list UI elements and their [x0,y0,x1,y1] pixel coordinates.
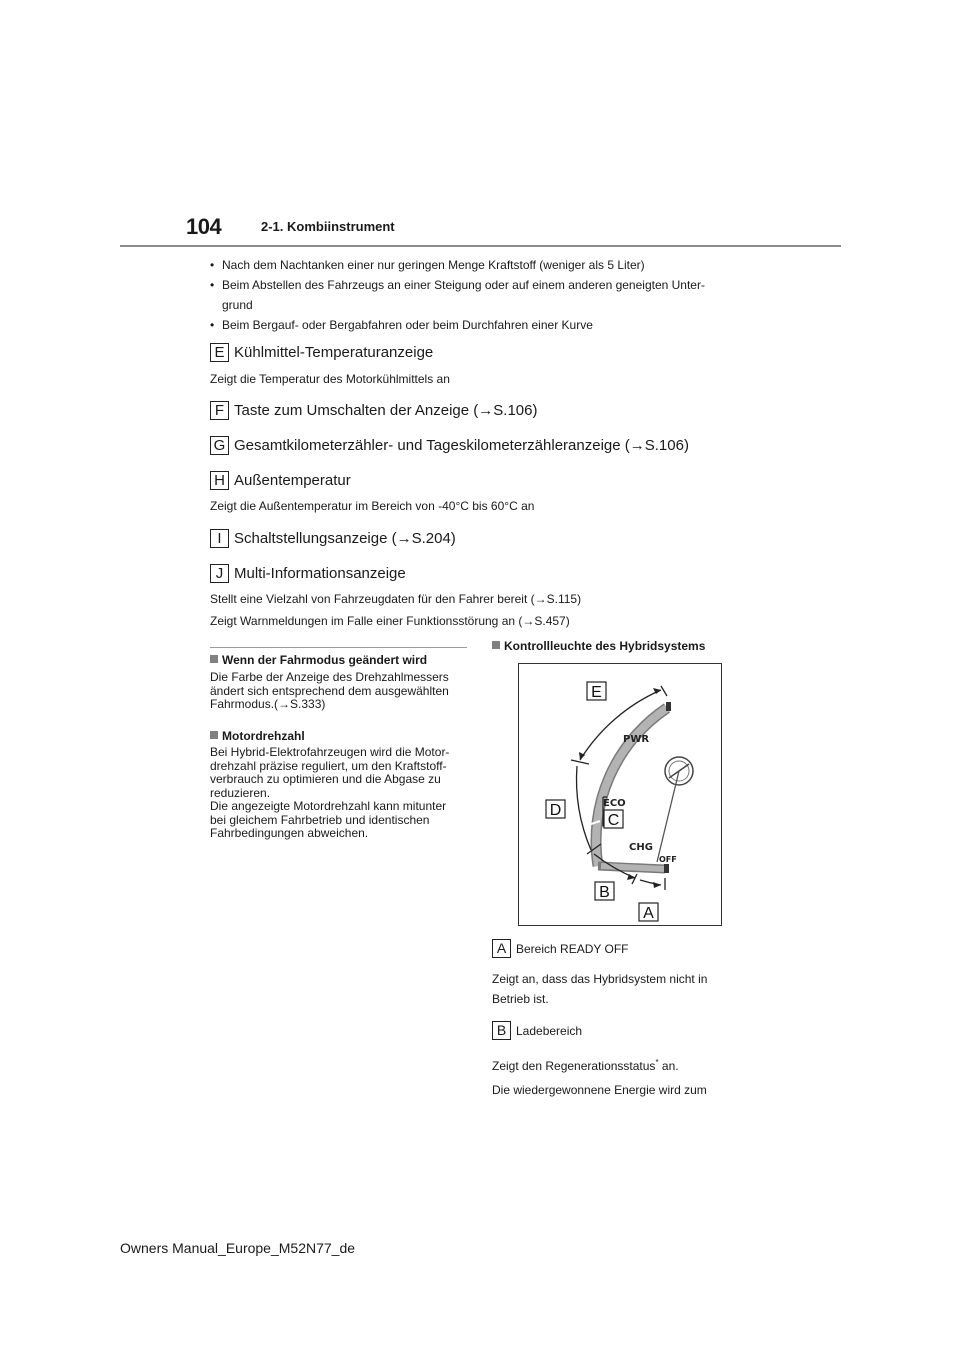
letter-badge-a: A [492,939,511,958]
item-i-label: Schaltstellungsanzeige (→S.204) [234,529,456,547]
left-column-divider [210,647,467,648]
bullet-item: • Beim Bergauf- oder Bergabfahren oder beim Durchfahren einer Kurve [210,315,810,335]
letter-badge-f: F [210,401,229,420]
item-i [210,528,456,548]
zone-b-description: Zeigt den Regenerationsstatus* an. Die wiedergewonnene Energie wird zum [492,1058,707,1097]
item-j-description-1: Stellt eine Vielzahl von Fahrzeugdaten für den Fahrer bereit (→S.115) [210,592,582,606]
zone-label-off: OFF [659,855,677,864]
callout-d: D [549,802,562,819]
item-j-description-2: Zeigt Warnmeldungen im Falle einer Funktionsstörung an (→S.457) [210,614,570,628]
section-title: 2-1. Kombiinstrument [261,219,395,234]
range-arc-d [577,766,591,850]
motordrehzahl-paragraph: Bei Hybrid-Elektrofahrzeugen wird die Motor- drehzahl präzise reguliert, um den Kraftstoff- verbrauch zu optimieren und die Abgase zu reduzieren. Die angezeigte Motordrehzahl kann mitunter bei gleichem Fahrbetrieb und identischen Fahrbedingungen abweichen. [210,745,450,840]
hybrid-indicator-heading: Kontrollleuchte des Hybridsystems [492,639,705,653]
hybrid-indicator-figure [518,663,722,926]
square-bullet-icon [492,641,500,649]
square-bullet-icon [210,655,218,663]
item-j-label: Multi-Informationsanzeige [234,564,406,582]
bullet-item: • Beim Abstellen des Fahrzeugs an einer Steigung oder auf einem anderen geneigten Unter- [210,275,810,295]
hybrid-gauge-illustration [519,664,723,927]
square-bullet-icon [210,731,218,739]
item-g-label: Gesamtkilometerzähler- und Tageskilometerzähleranzeige (→S.106) [234,436,689,454]
item-e [210,342,433,362]
callout-c: C [607,812,620,829]
letter-badge-h: H [210,471,229,490]
footnote-marker: * [655,1058,659,1067]
item-h-description: Zeigt die Außentemperatur im Bereich von -40°C bis 60°C an [210,499,535,513]
fahrmodus-paragraph: Die Farbe der Anzeige des Drehzahlmessers ändert sich entsprechend dem ausgewählten Fahrmodus.(→S.333) [210,670,449,711]
item-j [210,563,406,583]
zone-label-pwr: PWR [623,734,650,745]
header-divider [120,245,841,247]
zone-a-label: Bereich READY OFF [516,941,629,956]
item-f [210,400,537,420]
item-e-description: Zeigt die Temperatur des Motorkühlmittels an [210,372,450,386]
callout-b: B [599,884,610,901]
bullet-item-continuation: grund [222,298,253,312]
callout-e: E [591,684,602,701]
item-f-label: Taste zum Umschalten der Anzeige (→S.106) [234,401,538,419]
zone-label-eco: ECO [603,798,626,809]
motordrehzahl-heading: Motordrehzahl [210,729,305,743]
item-g [210,435,689,455]
zone-label-chg: CHG [629,842,653,853]
gauge-end-cap-top [666,702,671,711]
page-number: 104 [186,214,222,239]
letter-badge-j: J [210,564,229,583]
letter-badge-b: B [492,1021,511,1040]
zone-a-heading [492,939,628,958]
condition-bullet-list [210,255,810,335]
letter-badge-g: G [210,436,229,455]
bullet-item: • Nach dem Nachtanken einer nur geringen Menge Kraftstoff (weniger als 5 Liter) [210,255,810,275]
fahrmodus-heading: Wenn der Fahrmodus geändert wird [210,653,427,667]
item-e-label: Kühlmittel-Temperaturanzeige [234,343,434,361]
item-h [210,470,351,490]
zone-b-heading [492,1021,582,1040]
footer-manual-id: Owners Manual_Europe_M52N77_de [120,1240,356,1256]
letter-badge-i: I [210,529,229,548]
gauge-needle [657,771,679,862]
item-h-label: Außentemperatur [234,471,351,489]
zone-b-label: Ladebereich [516,1023,583,1038]
gauge-end-cap-bottom [664,864,669,873]
letter-badge-e: E [210,343,229,362]
zone-a-description: Zeigt an, dass das Hybridsystem nicht in Betrieb ist. [492,972,708,1006]
callout-a: A [643,905,654,922]
